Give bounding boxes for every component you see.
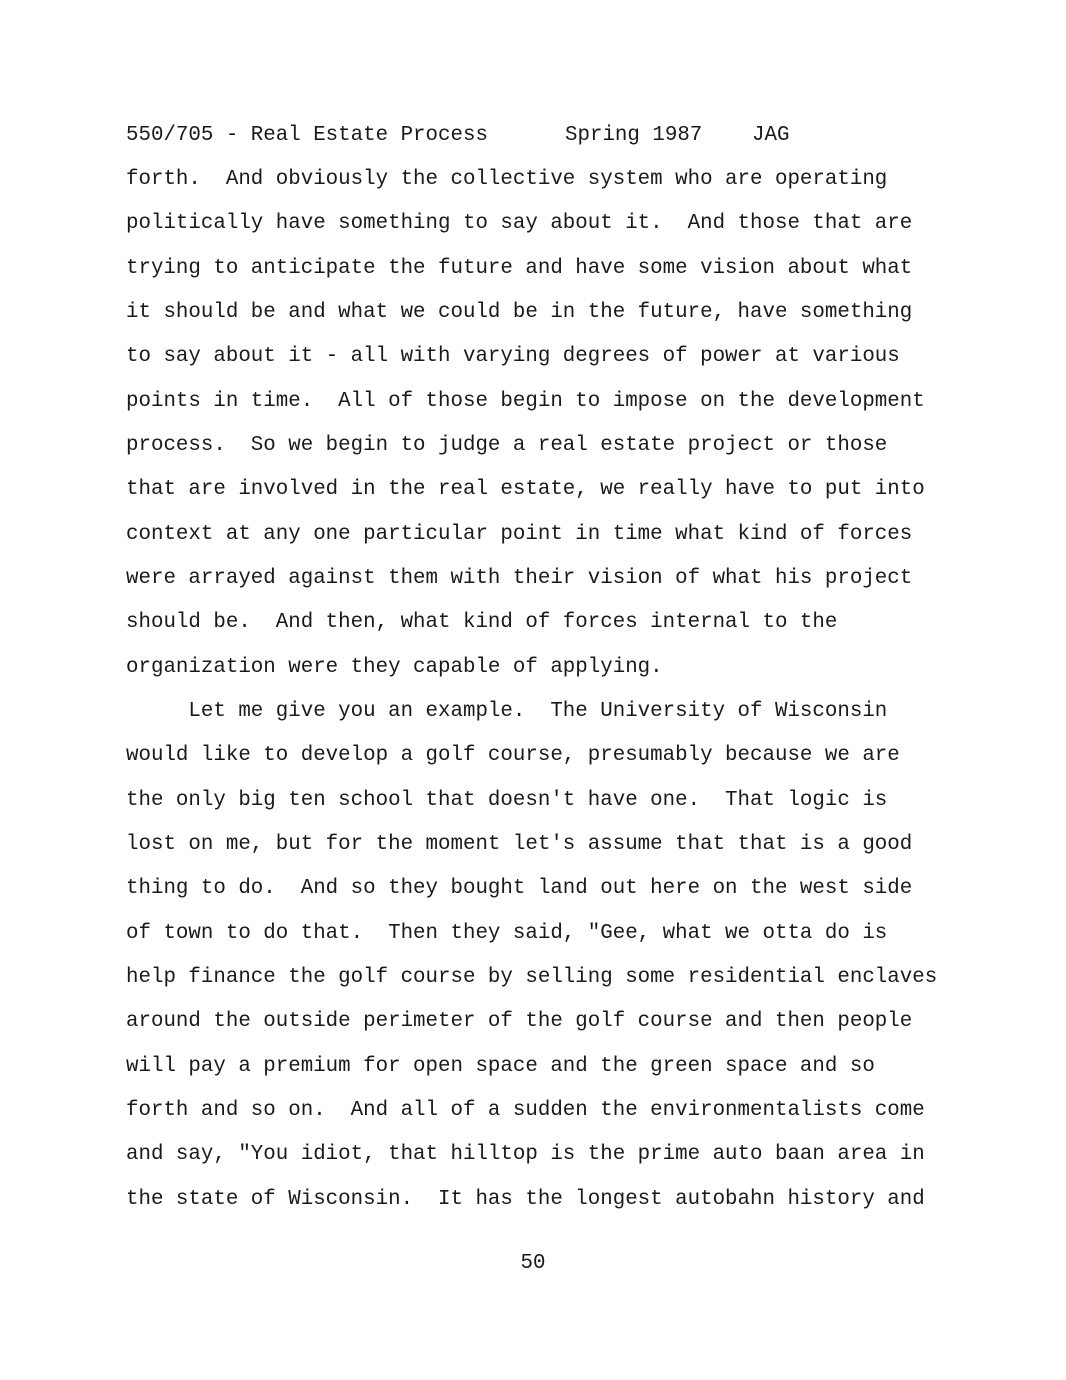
text-line: thing to do. And so they bought land out here on the west side <box>126 877 913 900</box>
text-line: will pay a premium for open space and the green space and so <box>126 1055 875 1078</box>
header-course-title: 550/705 - Real Estate Process <box>126 124 488 147</box>
text-line: it should be and what we could be in the future, have something <box>126 301 913 324</box>
text-line: were arrayed against them with their vision of what his project <box>126 567 913 590</box>
page-number: 50 <box>520 1252 546 1275</box>
text-line: trying to anticipate the future and have some vision about what <box>126 257 913 280</box>
header-term: Spring 1987 <box>565 124 703 147</box>
text-line: would like to develop a golf course, presumably because we are <box>126 744 900 767</box>
text-line: forth and so on. And all of a sudden the environmentalists come <box>126 1099 925 1122</box>
text-line: help finance the golf course by selling some residential enclaves <box>126 966 938 989</box>
text-line: Let me give you an example. The University of Wisconsin <box>126 700 888 723</box>
text-line: points in time. All of those begin to impose on the development <box>126 390 925 413</box>
text-line: organization were they capable of applying. <box>126 656 663 679</box>
text-line: the state of Wisconsin. It has the longest autobahn history and <box>126 1188 925 1211</box>
text-line: that are involved in the real estate, we really have to put into <box>126 478 925 501</box>
text-line: of town to do that. Then they said, "Gee, what we otta do is <box>126 922 888 945</box>
text-line: politically have something to say about it. And those that are <box>126 212 913 235</box>
text-line: around the outside perimeter of the golf course and then people <box>126 1010 913 1033</box>
text-line: forth. And obviously the collective system who are operating <box>126 168 888 191</box>
text-line: the only big ten school that doesn't have one. That logic is <box>126 789 888 812</box>
text-line: to say about it - all with varying degrees of power at various <box>126 345 900 368</box>
text-line: and say, "You idiot, that hilltop is the prime auto baan area in <box>126 1143 925 1166</box>
header-initials: JAG <box>752 124 790 147</box>
text-line: lost on me, but for the moment let's assume that that is a good <box>126 833 913 856</box>
text-line: should be. And then, what kind of forces internal to the <box>126 611 838 634</box>
text-line: context at any one particular point in time what kind of forces <box>126 523 913 546</box>
text-line: process. So we begin to judge a real estate project or those <box>126 434 888 457</box>
